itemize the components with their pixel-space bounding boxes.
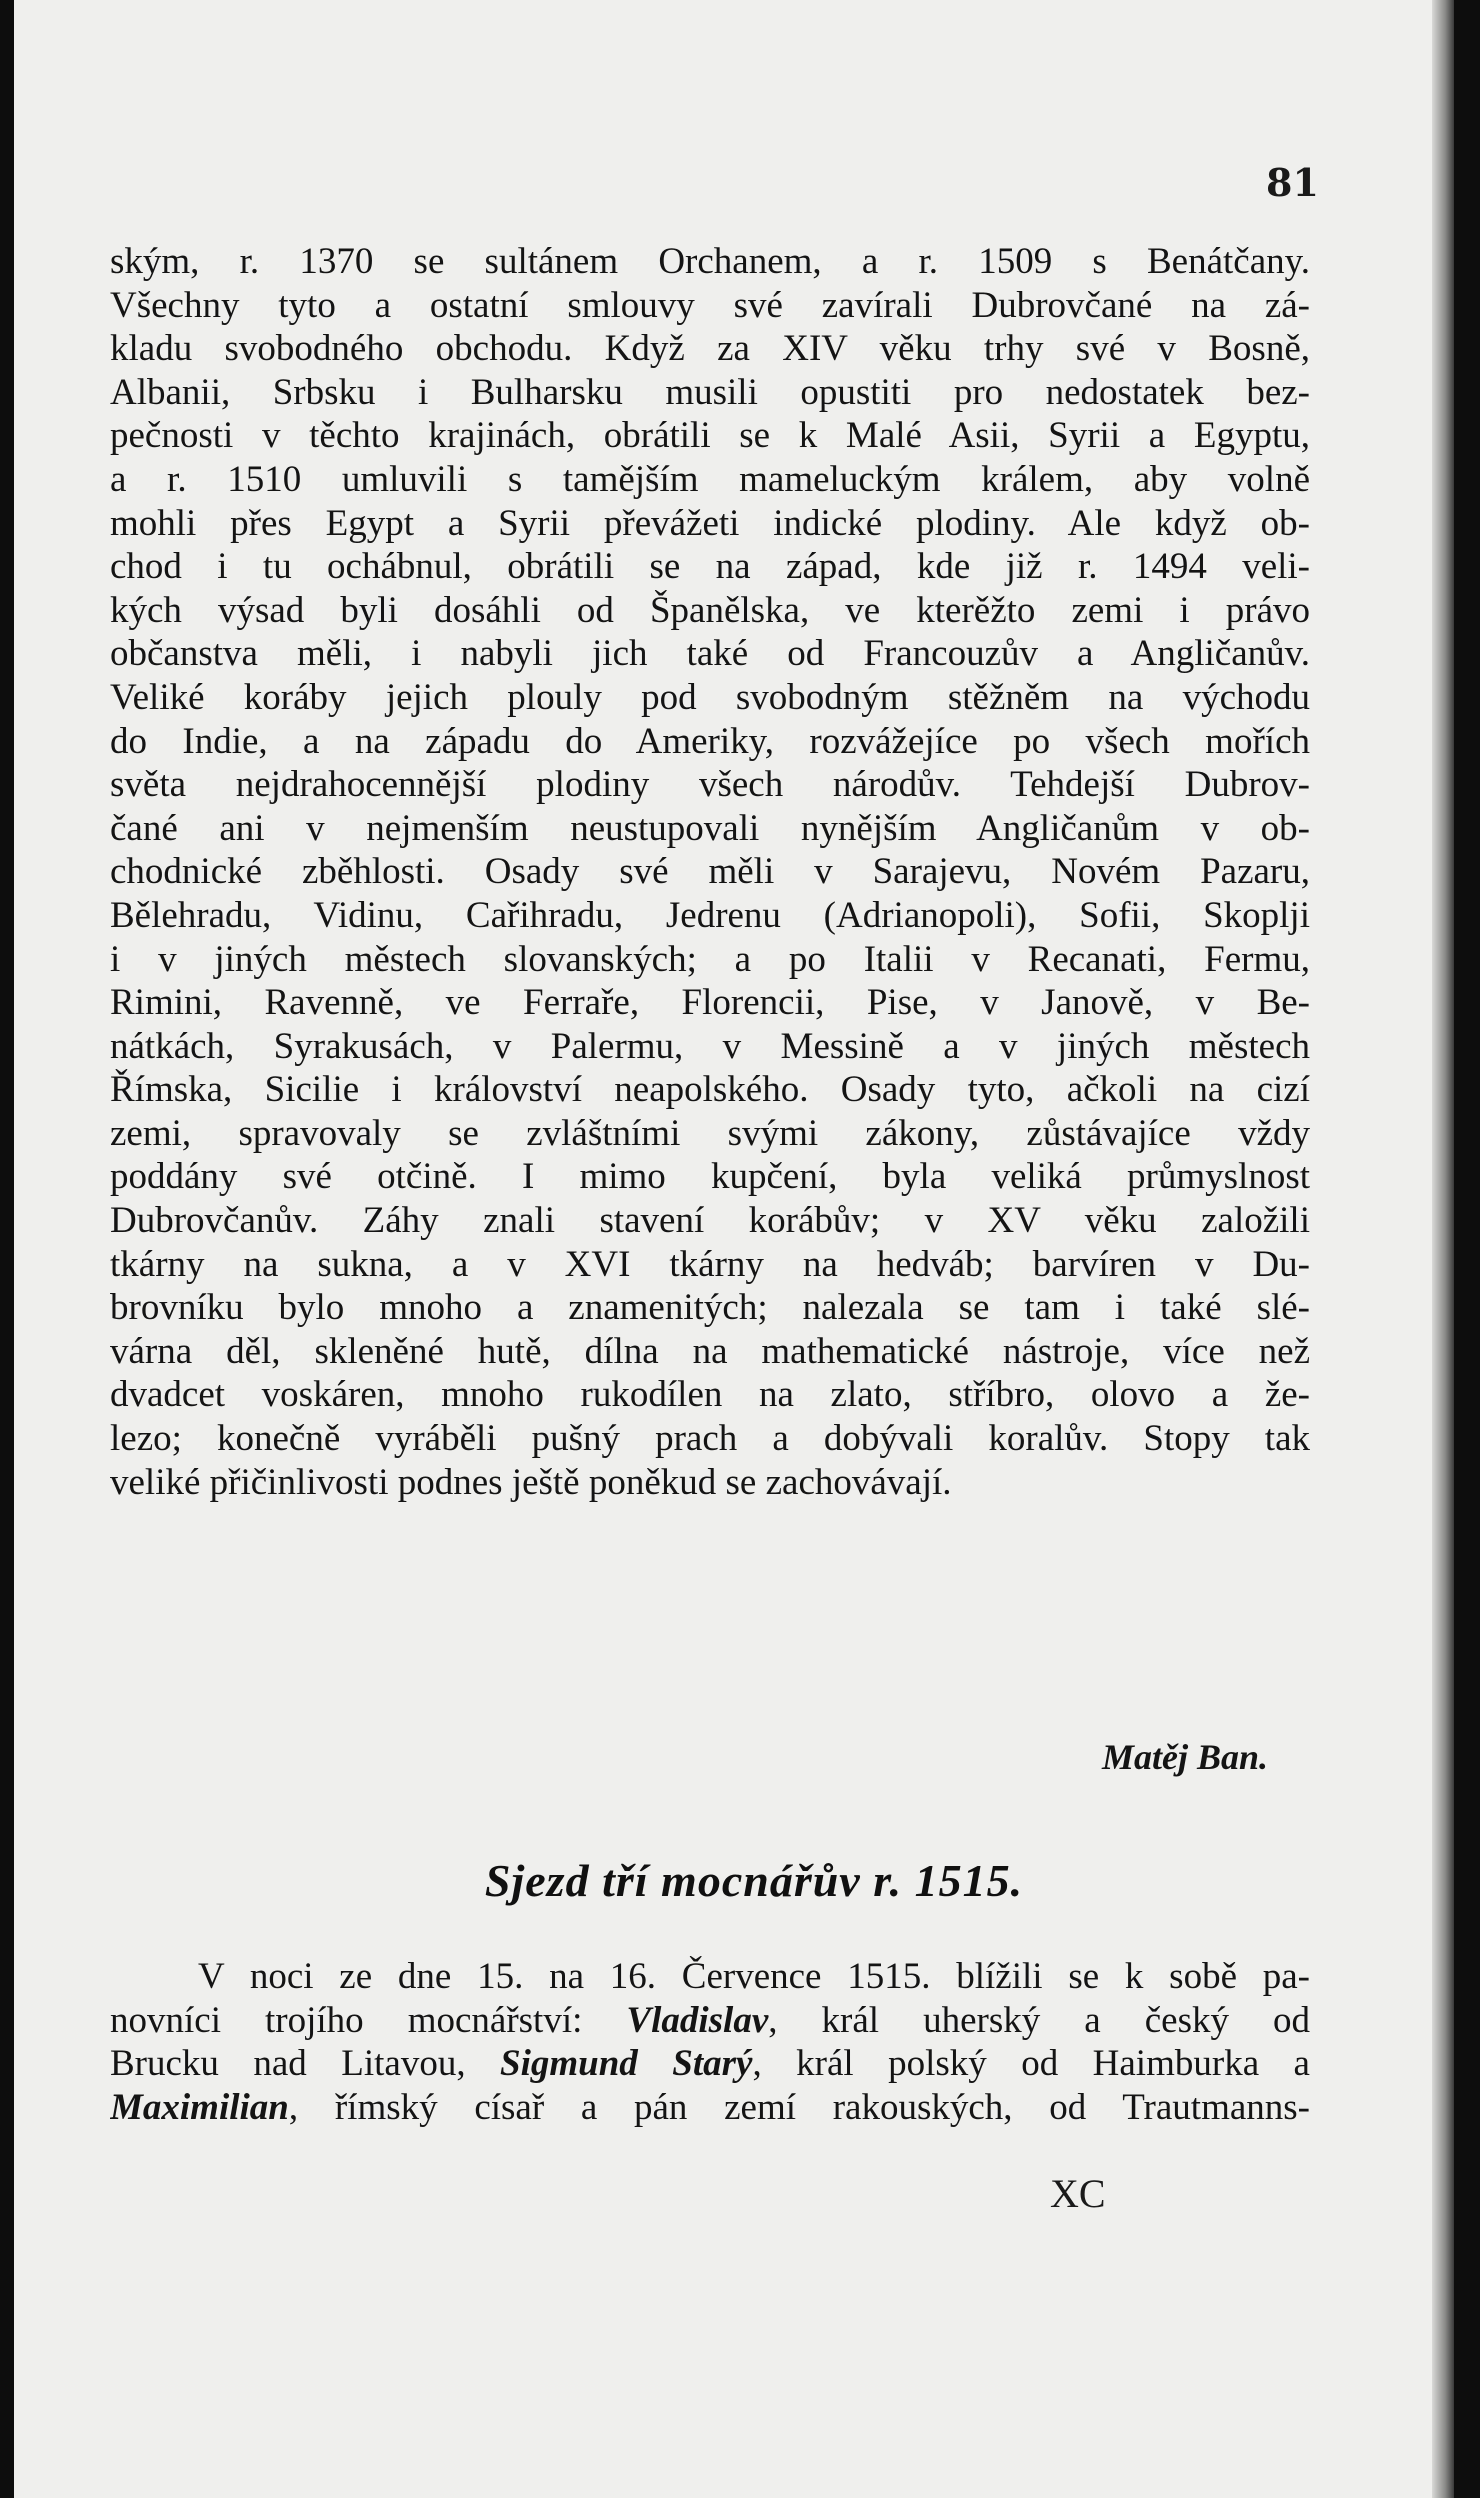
text-line: čané ani v nejmenším neustupovali nynějším Angličanům v ob- — [110, 807, 1310, 849]
person-name: Sigmund Starý — [500, 2043, 753, 2085]
text-line: mohli přes Egypt a Syrii převážeti indické plodiny. Ale když ob- — [110, 502, 1310, 544]
text-fragment: , král uherský a český od — [768, 1999, 1310, 2041]
person-name: Vladislav — [626, 1999, 769, 2041]
text-line: lezo; konečně vyráběli pušný prach a dobývali koralův. Stopy tak — [110, 1418, 1310, 1460]
text-line: V noci ze dne 15. na 16. Července 1515. blížili se k sobě pa- — [198, 1956, 1310, 1997]
text-fragment: , král polský od Haimburka a — [752, 2043, 1310, 2085]
text-line: brovníku bylo mnoho a znamenitých; nalezala se tam i také slé- — [110, 1287, 1310, 1329]
text-line: kladu svobodného obchodu. Když za XIV věku trhy své v Bosně, — [110, 328, 1310, 370]
text-line: světa nejdrahocennější plodiny všech národův. Tehdejší Dubrov- — [110, 764, 1310, 806]
text-line: ským, r. 1370 se sultánem Orchanem, a r. 1509 s Benátčany. — [110, 241, 1310, 282]
text-line: nátkách, Syrakusách, v Palermu, v Messině a v jiných městech — [110, 1025, 1310, 1067]
person-name: Maximilian — [110, 2086, 289, 2128]
text-fragment: , římský císař a pán zemí rakouských, od Trautmanns- — [288, 2086, 1310, 2128]
text-line: Rimini, Ravenně, ve Ferraře, Florencii, Pise, v Janově, v Be- — [110, 982, 1310, 1024]
page-number: 81 — [1266, 160, 1319, 205]
text-line: kých výsad byli dosáhli od Španělska, ve kterěžto zemi i právo — [110, 589, 1310, 631]
page-edge-shadow — [1432, 0, 1454, 2498]
main-paragraph — [110, 240, 1310, 1504]
text-line: a r. 1510 umluvili s tamějším mameluckým králem, aby volně — [110, 458, 1310, 500]
text-line: tkárny na sukna, a v XVI tkárny na hedváb; barvíren v Du- — [110, 1243, 1310, 1285]
text-line: občanstva měli, i nabyli jich také od Francouzův a Angličanův. — [110, 633, 1310, 675]
section-heading: Sjezd tří mocnářův r. 1515. — [484, 1855, 1024, 1906]
text-fragment: Brucku nad Litavou, — [110, 2043, 501, 2085]
text-line: Všechny tyto a ostatní smlouvy své zavírali Dubrovčané na zá- — [110, 284, 1310, 326]
text-line: Albanii, Srbsku i Bulharsku musili opustiti pro nedostatek bez- — [110, 371, 1310, 413]
book-page — [14, 0, 1454, 2498]
text-line: pečnosti v těchto krajinách, obrátili se k Malé Asii, Syrii a Egyptu, — [110, 415, 1310, 457]
text-line: Veliké koráby jejich plouly pod svobodným stěžněm na východu — [110, 676, 1310, 718]
text-line: dvadcet voskáren, mnoho rukodílen na zlato, stříbro, olovo a že- — [110, 1374, 1310, 1416]
text-fragment: novníci trojího mocnářství: — [110, 1999, 627, 2041]
text-line — [110, 2042, 1310, 2086]
text-line — [110, 2086, 1310, 2130]
signature-mark: XC — [1050, 2171, 1106, 2216]
text-line: veliké přičinlivosti podnes ještě poněkud se zachovávají. — [110, 1461, 952, 1503]
text-line: poddány své otčině. I mimo kupčení, byla veliká průmyslnost — [110, 1156, 1310, 1198]
text-line: Římska, Sicilie i království neapolského. Osady tyto, ačkoli na cizí — [110, 1069, 1310, 1111]
text-line: zemi, spravovaly se zvláštními svými zákony, zůstávajíce vždy — [110, 1112, 1310, 1154]
text-line: Bělehradu, Vidinu, Cařihradu, Jedrenu (Adrianopoli), Sofii, Skoplji — [110, 894, 1310, 936]
text-line: chod i tu ochábnul, obrátili se na západ, kde již r. 1494 veli- — [110, 546, 1310, 588]
text-line: i v jiných městech slovanských; a po Italii v Recanati, Fermu, — [110, 938, 1310, 980]
text-line: do Indie, a na západu do Ameriky, rozvážejíce po všech mořích — [110, 720, 1310, 762]
text-line: várna děl, skleněné hutě, dílna na mathematické nástroje, více než — [110, 1330, 1310, 1372]
second-paragraph — [110, 1955, 1310, 2129]
text-line: chodnické zběhlosti. Osady své měli v Sarajevu, Novém Pazaru, — [110, 851, 1310, 893]
text-line: Dubrovčanův. Záhy znali stavení korábův; v XV věku založili — [110, 1200, 1310, 1242]
text-line — [110, 1999, 1310, 2043]
author-signature: Matěj Ban. — [1101, 1737, 1268, 1777]
